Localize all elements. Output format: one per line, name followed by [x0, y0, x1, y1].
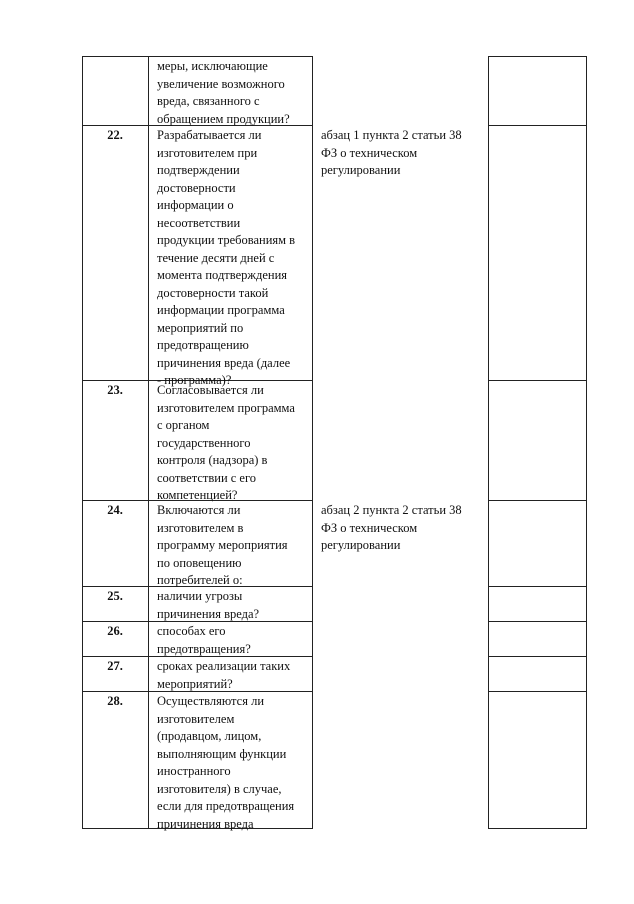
notes-row-line: [488, 828, 587, 829]
notes-column-left: [488, 56, 489, 829]
question-text: сроках реализации таких мероприятий?: [157, 659, 291, 691]
column-divider-num: [148, 56, 149, 829]
notes-row-line: [488, 125, 587, 126]
question-text: Разрабатывается ли изготовителем при подтверждении достоверности информации о несоответствии продукции требованиям в течение десяти дней с момента подтверждения достоверности такой информации программа мероприятий по предотвращению причинения вреда (далее - программа)?: [157, 128, 296, 387]
notes-column-right: [586, 56, 587, 829]
legal-reference: абзац 1 пункта 2 статьи 38 ФЗ о техническом регулировании: [321, 128, 462, 177]
notes-row-line: [488, 56, 587, 57]
question-text: Осуществляются ли изготовителем (продавцом, лицом, выполняющим функции иностранного изготовителя) в случае, если для предотвращения причинения вреда: [157, 694, 295, 831]
notes-row-line: [488, 691, 587, 692]
item-number: 25.: [107, 589, 123, 603]
item-number: 22.: [107, 128, 123, 142]
item-number: 28.: [107, 694, 123, 708]
notes-row-line: [488, 621, 587, 622]
item-number: 23.: [107, 383, 123, 397]
question-text: способах его предотвращения?: [157, 624, 251, 656]
question-text: Согласовывается ли изготовителем программа с органом государственного контроля (надзора) в соответствии с его компетенцией?: [157, 383, 295, 502]
notes-row-line: [488, 656, 587, 657]
legal-reference: абзац 2 пункта 2 статьи 38 ФЗ о техническом регулировании: [321, 503, 462, 552]
notes-row-line: [488, 586, 587, 587]
item-number: 24.: [107, 503, 123, 517]
item-number: 26.: [107, 624, 123, 638]
question-text: наличии угрозы причинения вреда?: [157, 589, 260, 621]
item-number: 27.: [107, 659, 123, 673]
notes-row-line: [488, 500, 587, 501]
question-text: меры, исключающие увеличение возможного вреда, связанного с обращением продукции?: [157, 59, 290, 126]
column-divider-question: [312, 56, 313, 829]
notes-row-line: [488, 380, 587, 381]
question-text: Включаются ли изготовителем в программу мероприятия по оповещению потребителей о:: [157, 503, 288, 587]
table-border-left: [82, 56, 83, 829]
table-top-border: [82, 56, 313, 57]
